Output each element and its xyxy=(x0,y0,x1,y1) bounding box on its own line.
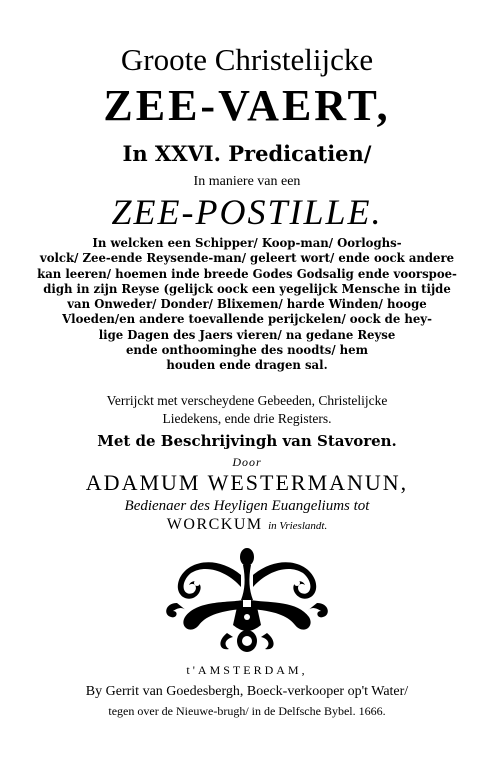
title-line-4: In maniere van een xyxy=(193,174,301,189)
author-location xyxy=(0,516,494,534)
enriched-line-2: Liedekens, ende drie Registers. xyxy=(162,411,332,426)
title-line-5: ZEE-POSTILLE. xyxy=(111,192,383,232)
location-sub: in Vrieslandt. xyxy=(268,520,328,532)
enriched-line-1: Verrijckt met verscheydene Gebeeden, Christelijcke xyxy=(106,393,388,408)
title-line-1: Groote Christelijcke xyxy=(120,42,374,77)
door-label: Door xyxy=(232,455,262,469)
title-line-2: ZEE-VAERT, xyxy=(103,81,391,130)
description-paragraph xyxy=(20,236,474,374)
printer-ornament-icon xyxy=(157,545,337,655)
description-line: digh in zijn Reyse (gelijck oock een yegelijck Mensche in tijde xyxy=(43,281,451,296)
description-line: houden ende dragen sal. xyxy=(166,358,328,373)
description-line: Vloeden/en andere toevallende perijckelen/ oock de hey- xyxy=(62,312,432,327)
description-line: lige Dagen des Jaers vieren/ na gedane Reyse xyxy=(98,327,396,342)
location-main: WORCKUM xyxy=(166,516,263,533)
enriched-text xyxy=(0,392,494,428)
place-description: Met de Beschrijvingh van Stavoren. xyxy=(97,432,397,450)
imprint-city: t'AMSTERDAM, xyxy=(186,663,308,677)
author-role: Bedienaer des Heyligen Euangeliums tot xyxy=(124,498,370,514)
author-name: ADAMUM WESTERMANUN, xyxy=(85,470,409,495)
description-line: volck/ Zee-ende Reysende-man/ geleert wort/ ende oock andere xyxy=(39,251,455,266)
title-line-3: In XXVI. Predicatien/ xyxy=(122,141,372,166)
imprint-publisher: By Gerrit van Goedesbergh, Boeck-verkooper op't Water/ xyxy=(85,684,409,699)
description-line: ende onthoominghe des noodts/ hem xyxy=(125,343,368,358)
description-line: kan leeren/ hoemen inde breede Godes Godsalig ende voorspoe- xyxy=(37,266,457,281)
imprint-address: tegen over de Nieuwe-brugh/ in de Delfsche Bybel. 1666. xyxy=(108,704,386,718)
description-line: van Onweder/ Donder/ Blixemen/ harde Winden/ hooge xyxy=(67,297,427,312)
description-line: In welcken een Schipper/ Koop-man/ Oorloghs- xyxy=(92,236,402,250)
